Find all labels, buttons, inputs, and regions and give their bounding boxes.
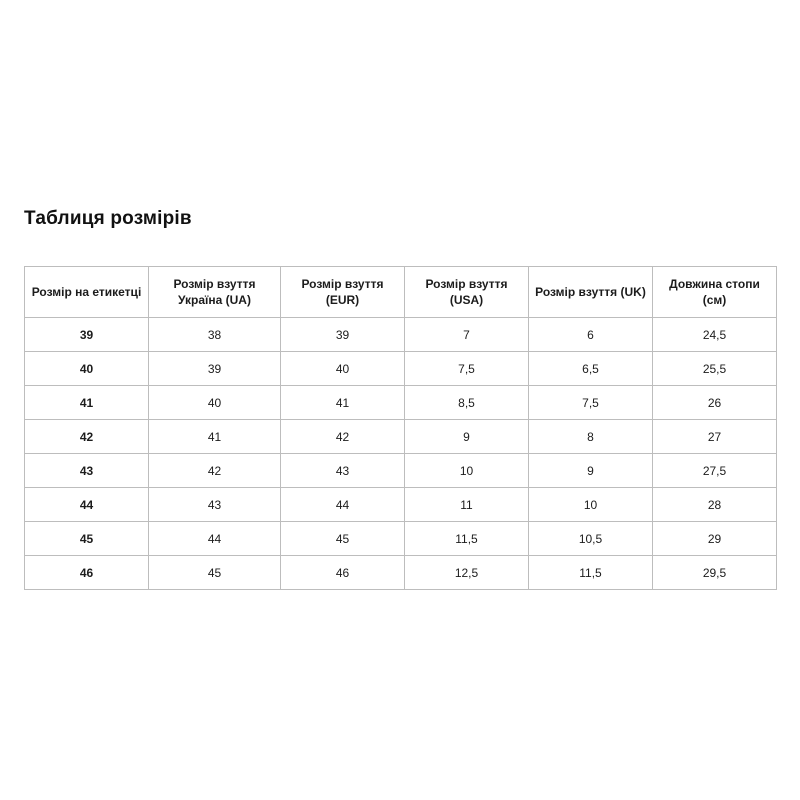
cell-usa-size: 10	[405, 454, 529, 488]
cell-uk-size: 6,5	[529, 352, 653, 386]
table-row	[25, 556, 777, 590]
size-table	[24, 266, 777, 590]
cell-foot-length: 29,5	[653, 556, 777, 590]
cell-label-size: 45	[25, 522, 149, 556]
table-row	[25, 352, 777, 386]
column-header-label-size: Розмір на етикетці	[25, 267, 149, 318]
column-header-usa-size: Розмір взуття (USA)	[405, 267, 529, 318]
cell-eur-size: 43	[281, 454, 405, 488]
cell-eur-size: 46	[281, 556, 405, 590]
cell-uk-size: 9	[529, 454, 653, 488]
table-body	[25, 318, 777, 590]
column-header-eur-size: Розмір взуття (EUR)	[281, 267, 405, 318]
cell-label-size: 40	[25, 352, 149, 386]
cell-foot-length: 24,5	[653, 318, 777, 352]
cell-uk-size: 10,5	[529, 522, 653, 556]
cell-uk-size: 10	[529, 488, 653, 522]
cell-ua-size: 40	[149, 386, 281, 420]
cell-eur-size: 42	[281, 420, 405, 454]
cell-foot-length: 27,5	[653, 454, 777, 488]
column-header-ua-size: Розмір взуття Україна (UA)	[149, 267, 281, 318]
cell-usa-size: 11,5	[405, 522, 529, 556]
cell-foot-length: 26	[653, 386, 777, 420]
cell-foot-length: 25,5	[653, 352, 777, 386]
size-table-container	[24, 266, 776, 590]
cell-usa-size: 7,5	[405, 352, 529, 386]
cell-ua-size: 38	[149, 318, 281, 352]
cell-uk-size: 8	[529, 420, 653, 454]
table-row	[25, 522, 777, 556]
table-row	[25, 386, 777, 420]
cell-uk-size: 6	[529, 318, 653, 352]
cell-eur-size: 41	[281, 386, 405, 420]
cell-uk-size: 7,5	[529, 386, 653, 420]
column-header-uk-size: Розмір взуття (UK)	[529, 267, 653, 318]
cell-ua-size: 45	[149, 556, 281, 590]
table-row	[25, 420, 777, 454]
cell-label-size: 46	[25, 556, 149, 590]
cell-ua-size: 42	[149, 454, 281, 488]
cell-eur-size: 44	[281, 488, 405, 522]
cell-usa-size: 11	[405, 488, 529, 522]
cell-foot-length: 27	[653, 420, 777, 454]
cell-usa-size: 7	[405, 318, 529, 352]
cell-usa-size: 12,5	[405, 556, 529, 590]
page-title: Таблиця розмірів	[24, 208, 192, 229]
cell-usa-size: 9	[405, 420, 529, 454]
cell-ua-size: 43	[149, 488, 281, 522]
cell-eur-size: 40	[281, 352, 405, 386]
cell-label-size: 41	[25, 386, 149, 420]
table-header-row	[25, 267, 777, 318]
cell-foot-length: 28	[653, 488, 777, 522]
cell-label-size: 44	[25, 488, 149, 522]
cell-ua-size: 39	[149, 352, 281, 386]
column-header-foot-length: Довжина стопи (см)	[653, 267, 777, 318]
cell-label-size: 39	[25, 318, 149, 352]
cell-usa-size: 8,5	[405, 386, 529, 420]
cell-label-size: 42	[25, 420, 149, 454]
cell-label-size: 43	[25, 454, 149, 488]
cell-ua-size: 41	[149, 420, 281, 454]
cell-uk-size: 11,5	[529, 556, 653, 590]
table-row	[25, 318, 777, 352]
table-row	[25, 488, 777, 522]
cell-eur-size: 45	[281, 522, 405, 556]
cell-ua-size: 44	[149, 522, 281, 556]
cell-eur-size: 39	[281, 318, 405, 352]
cell-foot-length: 29	[653, 522, 777, 556]
table-row	[25, 454, 777, 488]
table-header	[25, 267, 777, 318]
